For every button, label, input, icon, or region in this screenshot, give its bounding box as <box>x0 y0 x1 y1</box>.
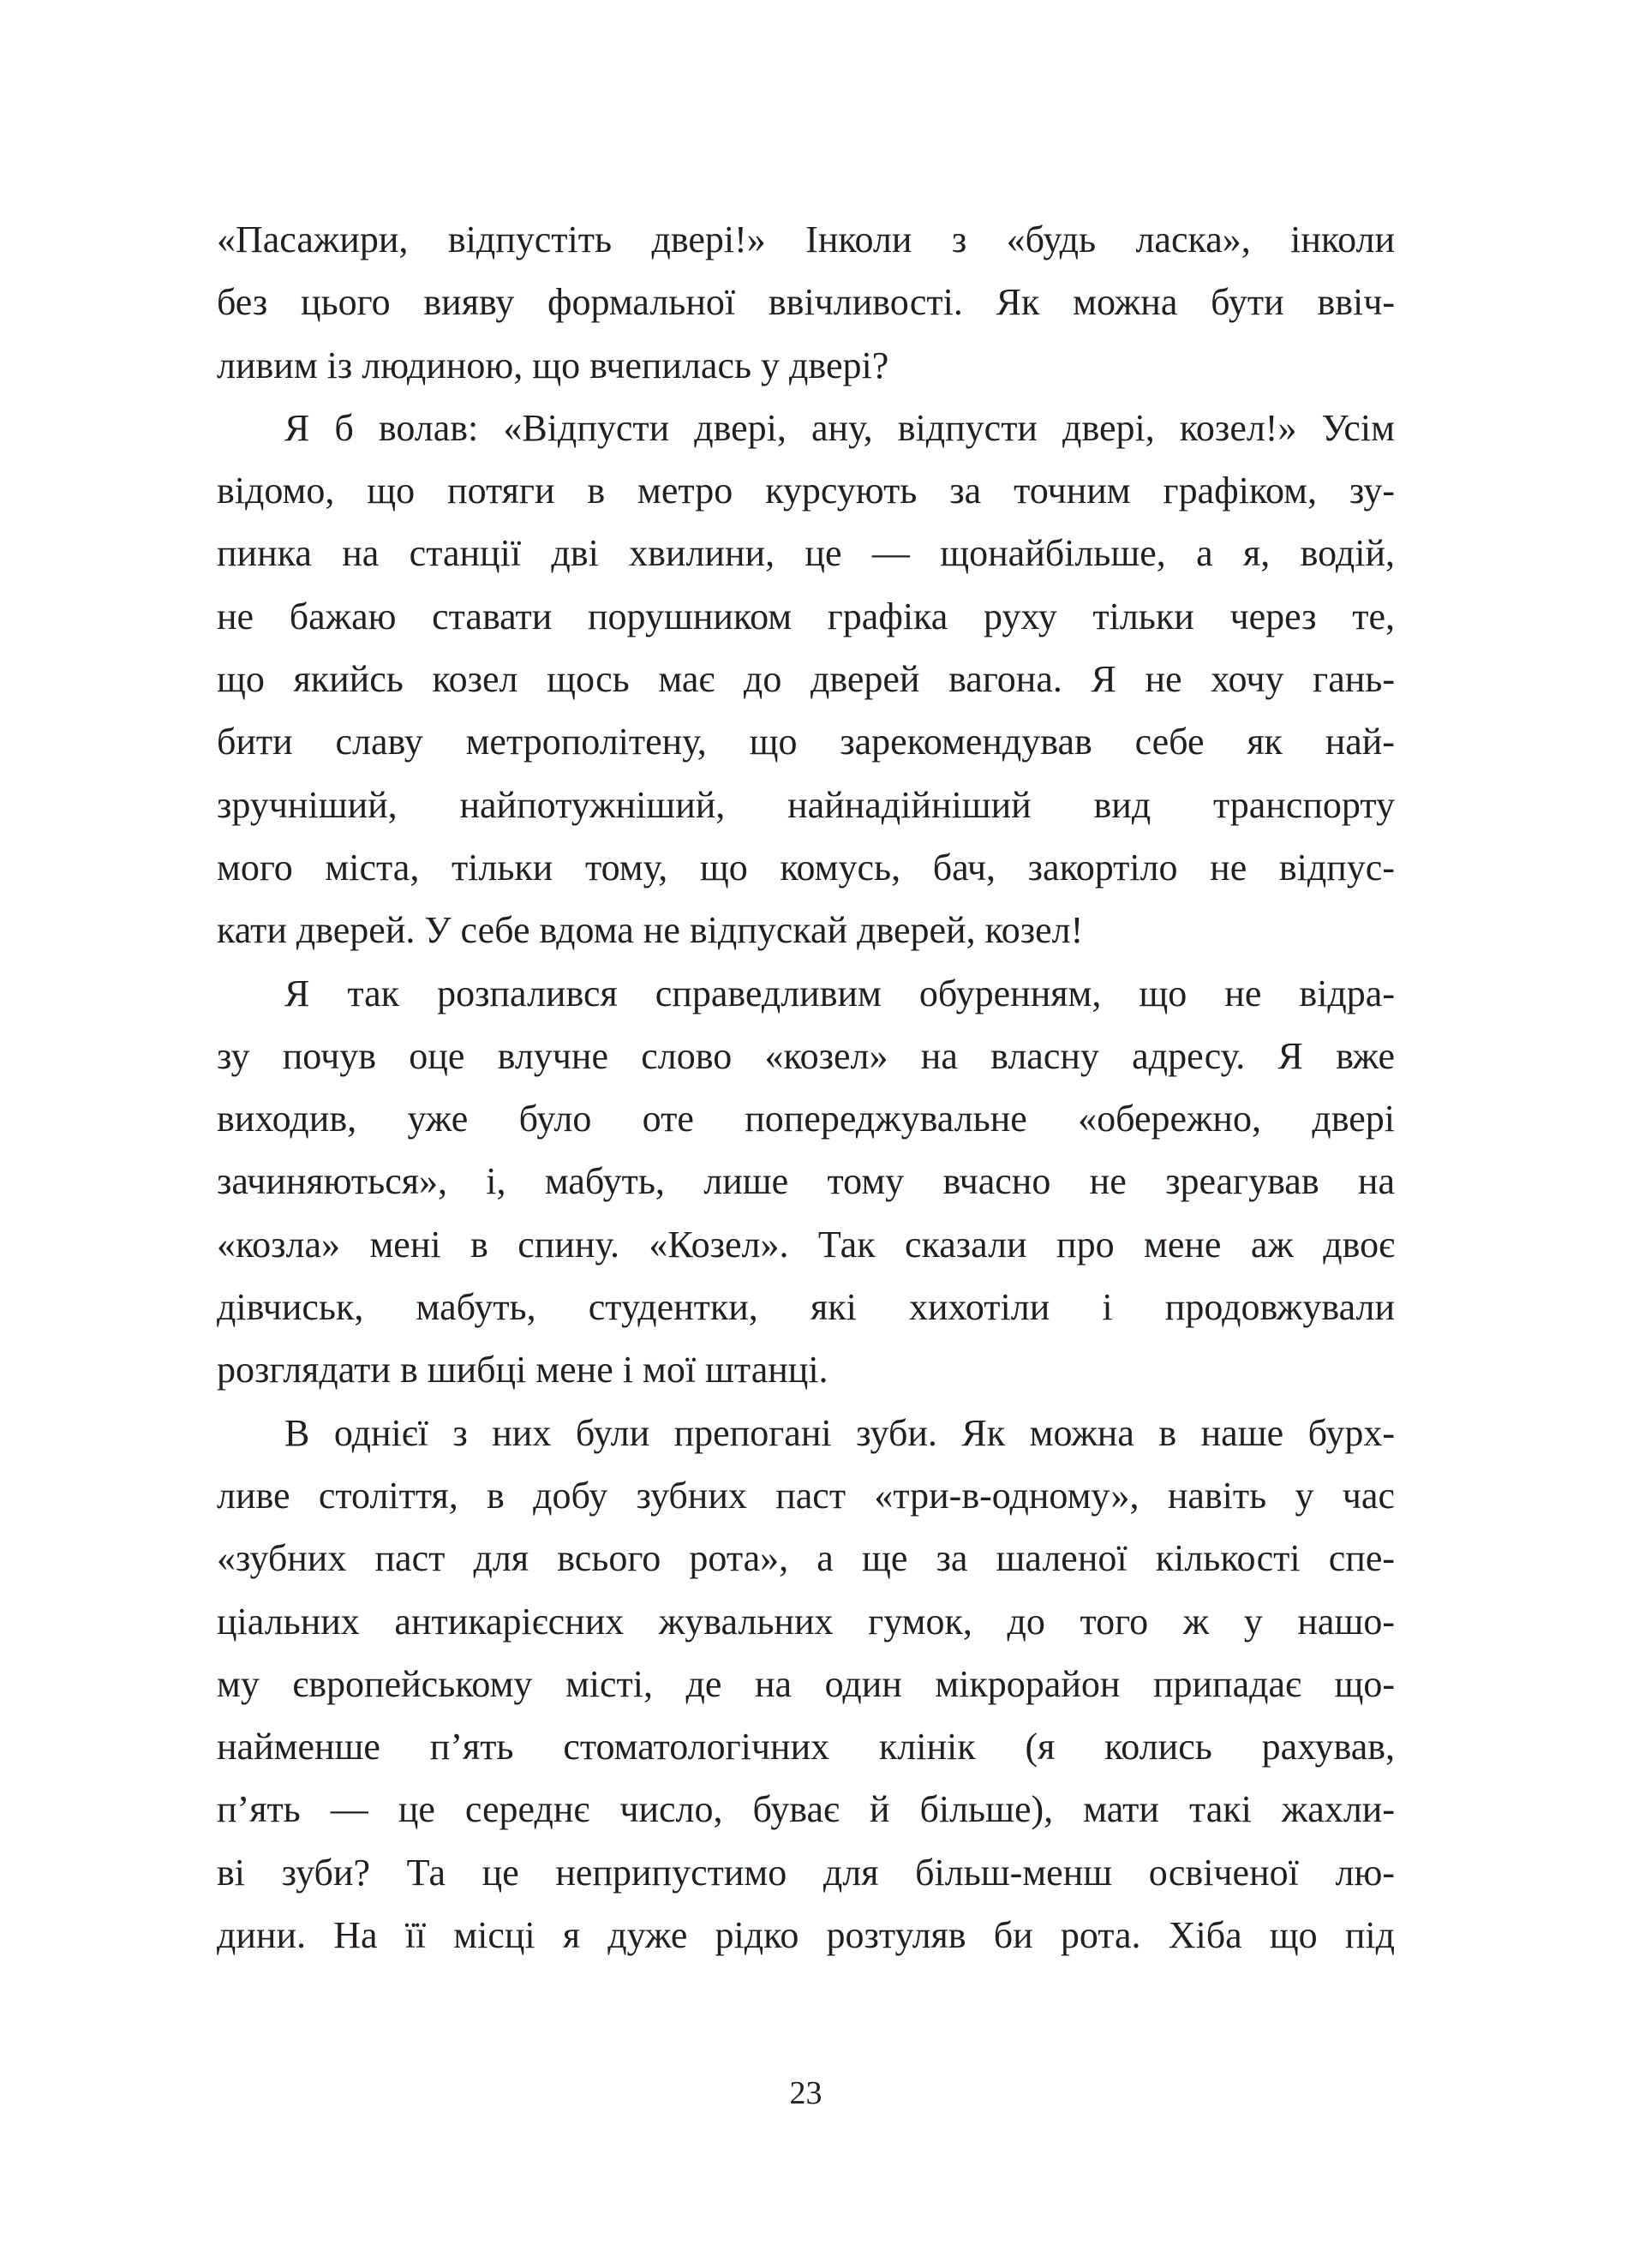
text-line: найменше п’ять стоматологічних клінік (я колись рахував, <box>217 1726 1395 1768</box>
text-line: відомо, що потяги в метро курсують за точним графіком, зу- <box>217 470 1395 512</box>
text-line: Я б волав: «Відпусти двері, ану, відпусти двері, козел!» Усім <box>284 406 1395 449</box>
text-line: без цього вияву формальної ввічливості. Як можна бути ввіч- <box>217 281 1395 324</box>
text-line: мого міста, тільки тому, що комусь, бач, закортіло не відпус- <box>217 846 1395 889</box>
text-line: не бажаю ставати порушником графіка руху тільки через те, <box>217 595 1395 637</box>
text-line: В однієї з них були препогані зуби. Як можна в наше бурх- <box>284 1411 1395 1454</box>
text-line: дівчиськ, мабуть, студентки, які хихотіли і продовжували <box>217 1286 1395 1329</box>
text-line: Я так розпалився справедливим обуренням, що не відра- <box>284 972 1395 1014</box>
text-line: зручніший, найпотужніший, найнадійніший вид транспорту <box>217 783 1395 826</box>
text-line: му європейському місті, де на один мікрорайон припадає що- <box>217 1662 1395 1705</box>
text-line: дини. На її місці я дуже рідко розтуляв би рота. Хіба що під <box>217 1914 1395 1957</box>
text-line: ливе століття, в добу зубних паст «три-в-одному», навіть у час <box>217 1474 1395 1517</box>
paragraph-3 <box>217 962 1395 1402</box>
text-line: пинка на станції дві хвилини, це — щонайбільше, а я, водій, <box>217 532 1395 575</box>
text-line: п’ять — це середнє число, буває й більше), мати такі жахли- <box>217 1788 1395 1831</box>
body-text <box>217 208 1395 1966</box>
paragraph-4 <box>217 1402 1395 1967</box>
text-line: розглядати в шибці мене і мої штанці. <box>217 1349 828 1391</box>
text-line: кати дверей. У себе вдома не відпускай дверей, козел! <box>217 909 1084 952</box>
text-line: зачиняються», і, мабуть, лише тому вчасно не зреагував на <box>217 1160 1395 1203</box>
text-line: що якийсь козел щось має до дверей вагона. Я не хочу гань- <box>217 658 1395 701</box>
text-line: ціальних антикарієсних жувальних гумок, до того ж у нашо- <box>217 1600 1395 1643</box>
text-line: «Пасажири, відпустіть двері!» Інколи з «будь ласка», інколи <box>217 218 1395 260</box>
text-line: ливим із людиною, що вчепилась у двері? <box>217 344 889 386</box>
text-line: «козла» мені в спину. «Козел». Так сказали про мене аж двоє <box>217 1223 1395 1266</box>
text-line: виходив, уже було оте попереджувальне «обережно, двері <box>217 1098 1395 1140</box>
page-number: 23 <box>789 2075 822 2111</box>
paragraph-1 <box>217 208 1395 397</box>
paragraph-2 <box>217 397 1395 962</box>
text-line: зу почув оце влучне слово «козел» на власну адресу. Я вже <box>217 1034 1395 1077</box>
text-line: ві зуби? Та це неприпустимо для більш-менш освіченої лю- <box>217 1851 1395 1894</box>
text-line: «зубних паст для всього рота», а ще за шаленої кількості спе- <box>217 1537 1395 1580</box>
text-line: бити славу метрополітену, що зарекомендував себе як най- <box>217 721 1395 763</box>
